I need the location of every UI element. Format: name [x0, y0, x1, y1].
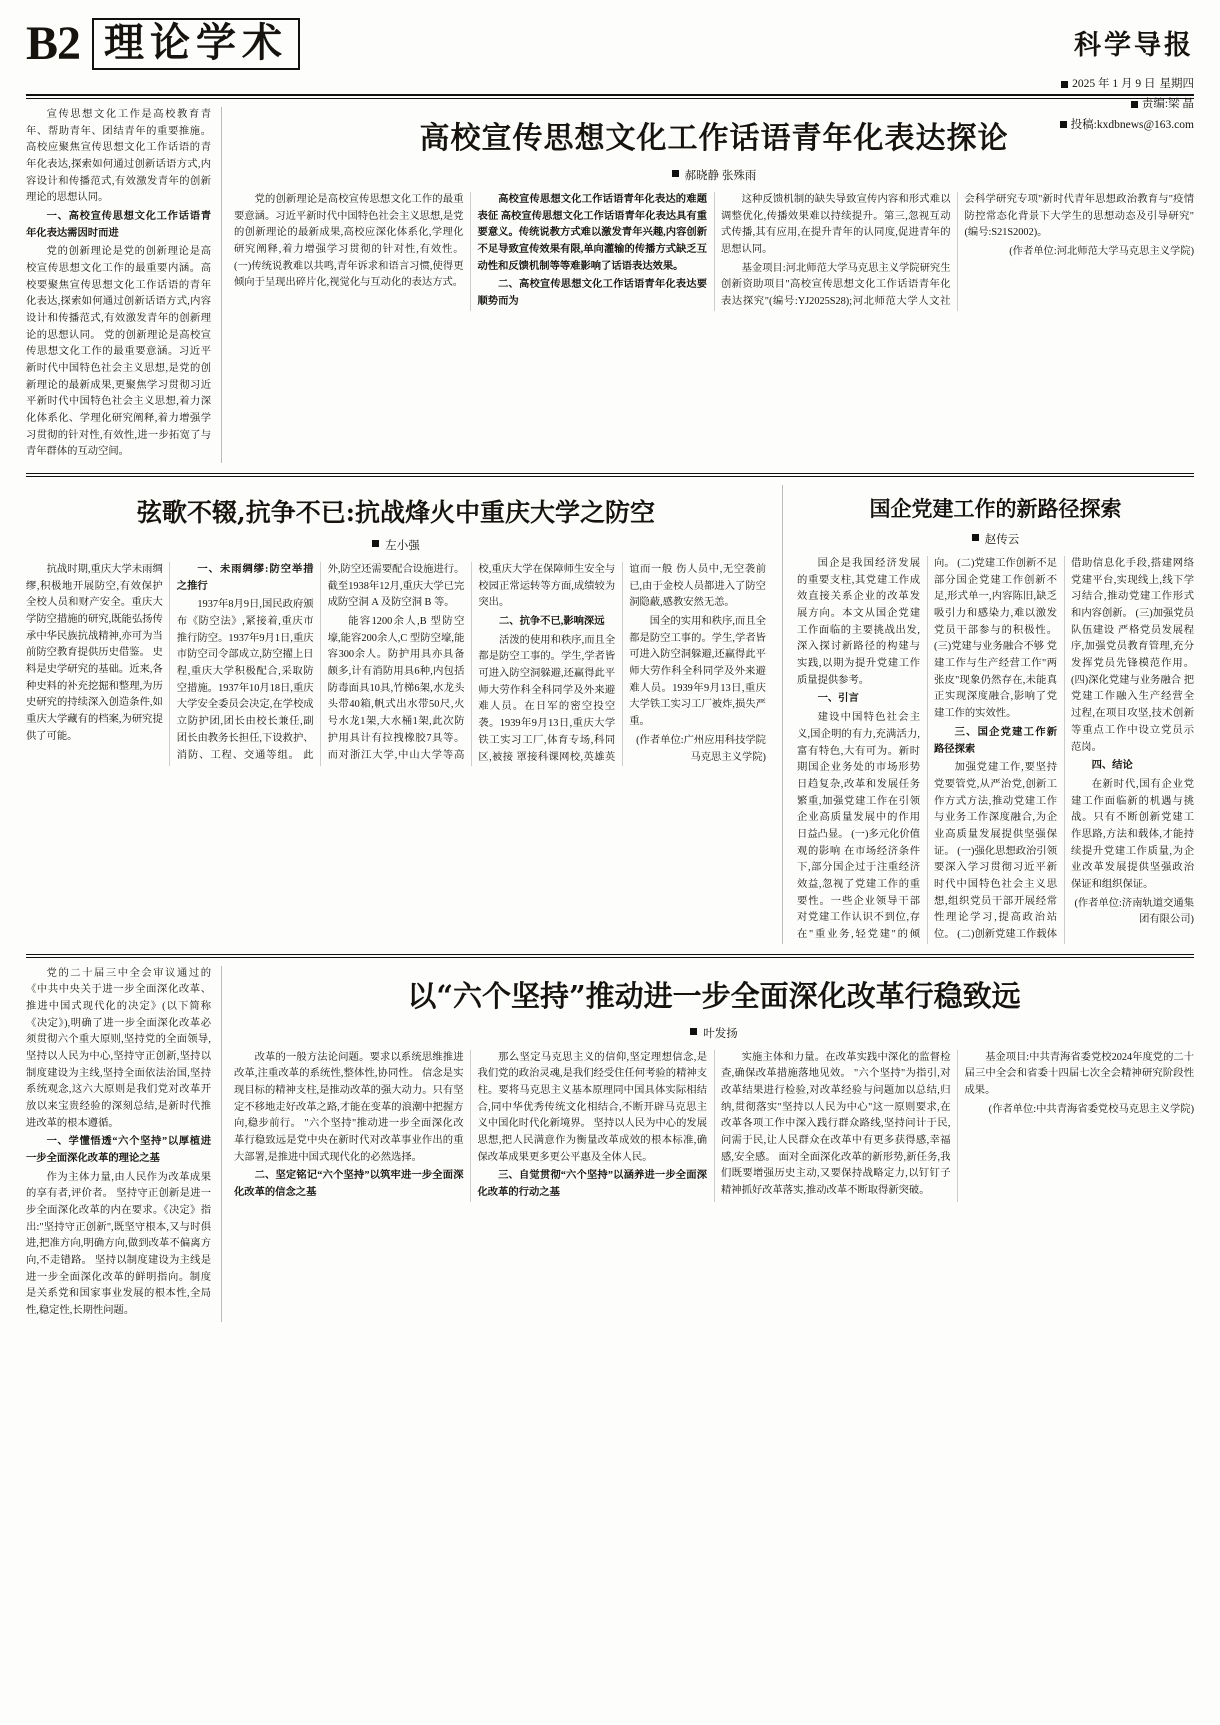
- article-4-lead-text: 党的二十届三中全会审议通过的《中共中央关于进一步全面深化改革、推进中国式现代化的决定》(以下简称《决定》),明确了进一步全面深化改革必须贯彻六个重大原则,坚持党的全面领导,坚持以人民为中心,坚持守正创新,坚持以制度建设为主线,坚持全面依法治国,坚持系统观念,这六大原则是我们党对改革开放以来宝贵经验的深刻总结,是新时代推进改革的根本遵循。: [26, 967, 211, 1129]
- article-4-byline: [234, 1025, 1194, 1041]
- article-2-byline: [26, 537, 766, 553]
- article-2-subhead-1: 一、未雨绸缪:防空举措之推行: [176, 564, 314, 592]
- masthead-divider: [26, 94, 1194, 96]
- page-number: B2: [26, 17, 81, 70]
- byline-marker-icon: [690, 1028, 697, 1035]
- article-1-fund-note: 基金项目:河北师范大学马克思主义学院研究生创新资助项目"高校宣传思想文化工作话语青年化表达探究"(编号:YJ2025S28);河北师范大学人文社会科学研究专项"新时代青年思想政治教育与"疫情防控常态化背景下大学生的思想动态及引导研究"(编号:S21S2002)。: [721, 194, 1194, 308]
- article-1-main: [234, 107, 1194, 463]
- section-divider-2: [26, 954, 1194, 955]
- article-4-para: 改革的一般方法论问题。要求以系统思维推进改革,注重改革的系统性,整体性,协同性。 信念是实现目标的精神支柱,是推动改革的强大动力。只有坚定不移地走好改革之路,才能在变革的浪潮中把握方向,稳步前行。 "六个坚持"推动进一步全面深化改革行稳致远是党中央在新时代对改革事业作出的重大部署,是推进中国式现代化的必然选择。: [234, 1051, 464, 1163]
- article-3-para: 建设中国特色社会主义,国企明的有力,充满活力,富有特色,大有可为。新时期国企业务处的市场形势日趋复杂,改革和发展任务繁重,加强党建工作在引领企业高质量发展中的作用日益凸显。 (一)多元化价值观的影响 在市场经济条件下,部分国企过于注重经济效益,忽视了党建工作的重要性。一些企业领导干部对党建工作认识不到位,存在"重业务,轻党建"的倾向。 (二)党建工作创新不足 部分国企党建工作创新不足,形式单一,内容陈旧,缺乏吸引力和感染力,难以激发党员干部参与的积极性。 (三)党建与业务融合不够 党建工作与生产经营工作"两张皮"现象仍然存在,未能真正实现深度融合,影响了党建工作的实效性。: [797, 558, 1057, 940]
- article-4-subhead-1: 一、学懂悟透“六个坚持”以厚植进一步全面深化改革的理论之基: [26, 1136, 211, 1164]
- masthead-date-row: [1060, 74, 1194, 94]
- masthead-left: [26, 18, 300, 70]
- article-2-para: 抗战时期,重庆大学未雨绸缪,积极地开展防空,有效保护全校人员和财产安全。重庆大学防空措施的研究,既能弘扬传承中华民族抗战精神,亦可为当前防空教育提供历史借鉴。 史料是史学研究的基础。近来,各种史料的补充挖掘和整理,为历史研究的持续深入创造条件,如重庆大学藏有的档案,为研究提供了可能。: [26, 564, 163, 742]
- article-2-subhead-2: 二、抗争不已,影响深远: [498, 616, 605, 628]
- article-3-signature: (作者单位:济南轨道交通集团有限公司): [1074, 897, 1194, 926]
- article-3-subhead-3: 三、国企党建工作新路径探索: [934, 726, 1057, 755]
- section-divider-1: [26, 473, 1194, 474]
- section-title-box: [92, 18, 300, 70]
- section-divider-1-thin: [26, 476, 1194, 477]
- article-4-layout: [26, 966, 1194, 1322]
- issue-date: 2025 年 1 月 9 日: [1072, 78, 1156, 91]
- editor-name: 责编:梁 晶: [1141, 98, 1194, 111]
- article-3-para: 国企是我国经济发展的重要支柱,其党建工作成效直接关系企业的改革发展方向。本文从国企党建工作面临的主要挑战出发,深入探讨新路径的构建与实践,以期为提升党建工作质量提供参考。: [797, 558, 920, 686]
- article-4-para: 那么坚定马克思主义的信仰,坚定理想信念,是我们党的政治灵魂,是我们经受住任何考验的精神支柱。要将马克思主义基本原理同中国具体实际相结合,同中华优秀传统文化相结合,不断开辟马克思主义中国化时代化新境界。 坚持以人民为中心的发展思想,把人民满意作为衡量改革成效的根本标准,确保改革成果更多更公平惠及全体人民。: [477, 1051, 707, 1163]
- article-4-subhead-2: 二、坚定铭记“六个坚持”以筑牢进一步全面深化改革的信念之基: [234, 1170, 464, 1198]
- article-4-author: 叶发扬: [703, 1027, 738, 1040]
- article-1-subhead-1: 一、高校宣传思想文化工作话语青年化表达需因时而进: [26, 211, 211, 239]
- article-1-byline: [234, 167, 1194, 183]
- article-1-lead-text: 宣传思想文化工作是高校教育青年、帮助青年、团结青年的重要推施。高校应聚焦宣传思想文化工作话语的青年化表达,探索如何通过创新话语方式,内容设计和传播范式,有效激发青年的创新理论的思想认同。: [26, 109, 211, 204]
- article-3-para: 在新时代,国有企业党建工作面临新的机遇与挑战。只有不断创新党建工作思路,方法和载体,才能持续提升党建工作质量,为企业改革发展提供坚强政治保证和组织保证。: [1071, 778, 1194, 890]
- article-2-signature: (作者单位:广州应用科技学院马克思主义学院): [636, 734, 766, 763]
- article-3-subhead-4: 四、结论: [1091, 760, 1133, 772]
- article-band-2: [26, 485, 1194, 943]
- article-4-subhead-3: 三、自觉贯彻“六个坚持”以涵养进一步全面深化改革的行动之基: [477, 1170, 707, 1198]
- byline-marker-icon: [372, 540, 379, 547]
- article-1-para: 党的创新理论是高校宣传思想文化工作的最重要意涵。习近平新时代中国特色社会主义思想,是党的创新理论的最新成果,高校应深化体系化,学理化研究阐释,着力增强学习贯彻的针对性,有效性。 (一)传统说教难以共鸣,青年诉求和语言习惯,使得更倾向于呈现出碎片化,视觉化与互动化的表达方式。: [234, 194, 464, 289]
- masthead: [26, 17, 1194, 131]
- article-1-subhead-2: 高校宣传思想文化工作话语青年化表达的难题表征 高校宣传思想文化工作话语青年化表达具有重要意义。传统说教方式难以激发青年兴趣,内容创新不足导致宣传效果有限,单向灌输的传播方式缺乏互动性和反馈机制等等难影响了话语表达效果。: [477, 194, 707, 272]
- article-3-author: 赵传云: [984, 534, 1020, 547]
- article-3-byline: [797, 531, 1194, 547]
- article-4-body: [234, 1050, 1194, 1202]
- article-4-lead-body: 作为主体力量,由人民作为改革成果的享有者,评价者。 坚持守正创新是进一步全面深化改革的内在要求。《决定》指出:"坚持守正创新",既坚守根本,又与时俱进,把准方向,明确方向,做到改革不偏离方向,不走错路。 坚持以制度建设为主线是进一步全面深化改革的鲜明指向。制度是关系党和国家事业发展的根本性,全局性,稳定性,长期性问题。: [26, 1171, 211, 1316]
- article-2: [26, 485, 766, 943]
- article-1-lead-column: [26, 107, 222, 463]
- article-1-headline: 高校宣传思想文化工作话语青年化表达探论: [419, 121, 1009, 156]
- bullet-square-icon: [1061, 81, 1068, 88]
- byline-marker-icon: [672, 170, 679, 177]
- article-1-signature: (作者单位:河北师范大学马克思主义学院): [1009, 246, 1194, 258]
- article-4-signature: (作者单位:中共青海省委党校马克思主义学院): [988, 1103, 1194, 1115]
- article-4-main: [234, 966, 1194, 1322]
- issue-weekday: 星期四: [1159, 78, 1194, 91]
- article-2-body: [26, 562, 766, 766]
- article-3-para: 加强党建工作,要坚持党要管党,从严治党,创新工作方式方法,推动党建工作与业务工作深度融合,为企业高质量发展提供坚强保证。 (一)强化思想政治引领 要深入学习贯彻习近平新时代中国特色社会主义思想,组织党员干部开展经常性理论学习,提高政治站位。 (二)创新党建工作载体 借助信息化手段,搭建网络党建平台,实现线上,线下学习结合,推动党建工作形式和内容创新。 (三)加强党员队伍建设 严格党员发展程序,加强党员教育管理,充分发挥党员先锋模范作用。 (四)深化党建与业务融合 把党建工作融入生产经营全过程,在项目攻坚,技术创新等重点工作中设立党员示范岗。: [934, 558, 1194, 940]
- section-divider-2-thin: [26, 957, 1194, 958]
- article-4-para: 实施主体和力量。在改革实践中深化的监督检查,确保改革措施落地见效。 "六个坚持"为指引,对改革结果进行检验,对改革经验与问题加以总结,归纳,贯彻落实"坚持以人民为中心"这一原则要求,在改革各项工作中深入践行群众路线,坚持问计于民,问需于民,让人民群众在改革中有更多获得感,幸福感,安全感。 面对全面深化改革的新形势,新任务,我们既要增强历史主动,又要保持战略定力,以钉钉子精神抓好改革落实,推动改革不断取得新突破。: [721, 1051, 951, 1196]
- brand-name: 科学导报: [1074, 30, 1194, 61]
- article-4-fund-note: 基金项目:中共青海省委党校2024年度党的二十届三中全会和省委十四届七次全会精神研究阶段性成果。: [964, 1051, 1194, 1096]
- section-title: 理论学术: [104, 19, 289, 66]
- article-3: [782, 485, 1194, 943]
- article-2-para: 1937年8月9日,国民政府颁布《防空法》,紧接着,重庆市推行防空。1937年9月1日,重庆市防空司令部成立,防空擢上日程,重庆大学积极配合,采取防空措施。1937年10月18日,重庆大学安全委员会决定,在学校成立防护团,团长由校长兼任,副团长由教务长担任,下设救护、消防、工程、交通等组。 此外,防空还需要配合设施进行。截至1938年12月,重庆大学已完成防空洞 A 及防空洞 B 等。: [176, 564, 465, 761]
- masthead-divider-thin: [26, 98, 1194, 99]
- article-2-para: 活泼的使用和秩序,而且全都是防空工事的。学生,学者皆可进入防空洞躲避,还赢得此平师大劳作科全科同学及外来避难人员。在日军的密空投空袭。1939年9月13日,重庆大学铁工实习工厂,体育专场,科同区,被接 罩接科课网校,英雄英谊而一般 伤人员中,无空袭前已,由于金校人员都进入了防空洞隐蔽,感教安然无恙。: [478, 564, 766, 763]
- article-4-lead-column: [26, 966, 222, 1322]
- article-3-body: [797, 556, 1194, 943]
- article-3-headline: 国企党建工作的新路径探索: [869, 496, 1122, 522]
- article-3-subhead-1: 一、引言: [817, 693, 859, 705]
- article-2-para: 能容1200余人,B 型防空壕,能容200余人,C 型防空壕,能容300余人。防护用具亦具备颇多,计有消防用具6种,内包括防毒面具10具,竹梯6架,水龙头头带40箱,帆式出水带50尺,火号水龙1架,大水桶1架,此次防护用具计有拉拽橡胶7具等。 而对浙江大学,中山大学等高校,重庆大学在保障师生安全与校园正常运转等方面,成绩较为突出。: [327, 564, 616, 761]
- article-1-subhead-3: 二、高校宣传思想文化工作话语青年化表达要顺势而为: [477, 279, 707, 308]
- article-1-body: [234, 192, 1194, 311]
- article-4-headline: 以“六个坚持”推动进一步全面深化改革行稳致远: [407, 978, 1021, 1013]
- article-2-headline: 弦歌不辍,抗争不已:抗战烽火中重庆大学之防空: [137, 498, 655, 528]
- article-2-para: 国全的实用和秩序,而且全都是防空工事的。学生,学者皆可进入防空洞躲避,还赢得此平师大劳作科全科同学及外来避难人员。1939年9月13日,重庆大学铁工实习工厂被炸,损失严重。: [629, 616, 766, 728]
- article-1-lead-col-body: 党的创新理论是党的创新理论是高校宣传思想文化工作的最重要内涵。高校要聚焦宣传思想文化工作话语的青年化表达,探索如何通过创新话语方式,内容设计和传播范式,有效激发青年的创新理论的思想认同。 党的创新理论是高校宣传思想文化工作的最重要意涵。习近平新时代中国特色社会主义思想,是党的创新理论的最新成果,更聚焦学习贯彻习近平新时代中国特色社会主义思想,着力深化体系化、学理化研究阐释,着力增强学习贯彻的针对性,有效性,进一步拓宽了与青年群体的互动空间。: [26, 246, 211, 458]
- article-1: [26, 107, 1194, 463]
- article-1-authors: 郝晓静 张殊雨: [684, 170, 757, 182]
- article-1-para: 这种反馈机制的缺失导致宣传内容和形式难以调整优化,传播效果难以持续提升。第三,忽视互动式传播,其有应用,在提升青年的认同度,促进青年的思想认同。: [721, 194, 951, 256]
- article-4: [26, 966, 1194, 1322]
- submission-email: 投稿:kxdbnews@163.com: [1070, 118, 1194, 131]
- article-2-author: 左小强: [385, 540, 420, 553]
- byline-marker-icon: [972, 534, 979, 541]
